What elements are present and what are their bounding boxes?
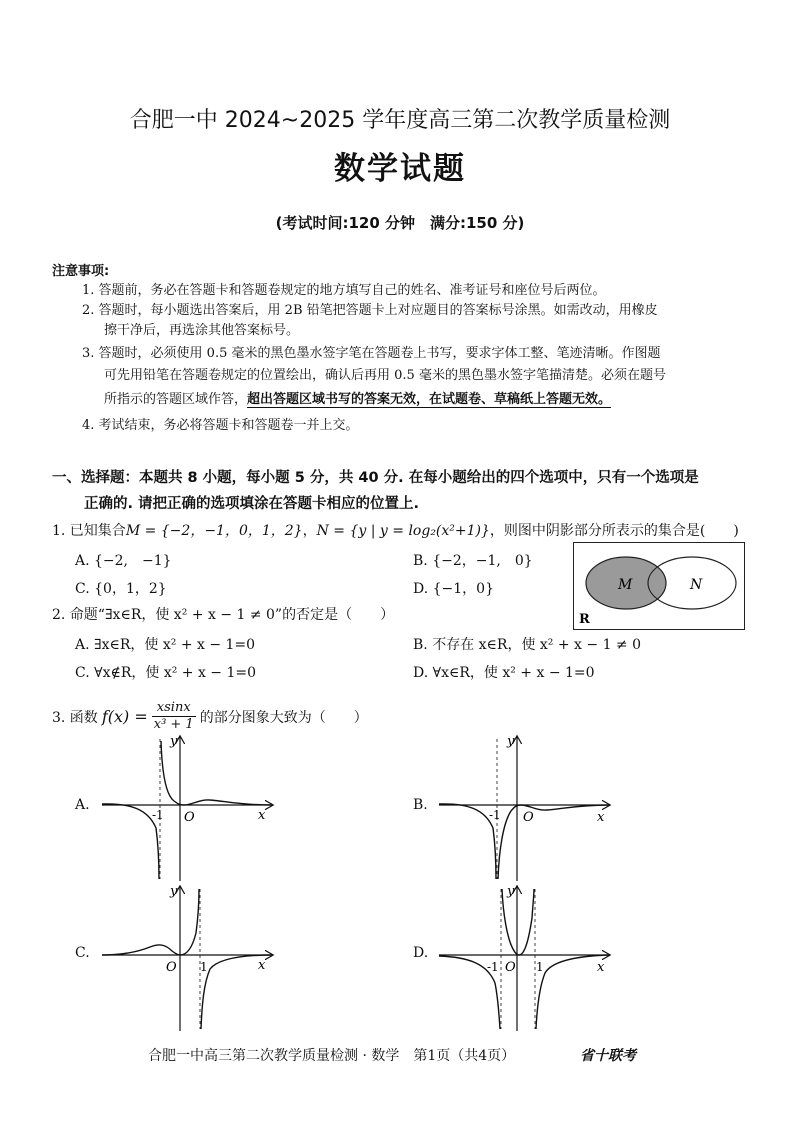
option-label: D.	[413, 581, 429, 597]
notice-num: 3.	[82, 346, 95, 361]
tick-label-neg1: -1	[489, 808, 501, 822]
notice-item-4	[82, 414, 359, 433]
option-text: {−1，0}	[432, 581, 494, 597]
q3-graph-b[interactable]	[437, 733, 617, 883]
tick-label-1: 1	[536, 960, 544, 974]
tick-label-neg1: -1	[152, 808, 164, 822]
q3-numerator: xsinx	[156, 700, 191, 715]
notice-item-3	[82, 342, 661, 361]
section-title-cont: 正确的. 请把正确的选项填涂在答题卡相应的位置上.	[84, 496, 420, 512]
q3-stem-a: 3. 函数	[52, 709, 98, 726]
x-label: x	[258, 808, 266, 823]
q1-stem-a: 1. 已知集合	[52, 523, 126, 539]
x-label: x	[258, 958, 266, 973]
subject-title: 数学试题	[334, 151, 466, 187]
option-label: C.	[75, 581, 90, 597]
q3-option-d-label[interactable]: D.	[413, 945, 429, 961]
notice-num: 2.	[82, 303, 95, 318]
notice-num: 4.	[82, 418, 95, 433]
option-label: B.	[413, 637, 428, 653]
notice-item-3-cont: 可先用铅笔在答题卷规定的位置绘出，确认后再用 0.5 毫米的黑色墨水签字笔描清楚。必须在题号	[104, 368, 666, 383]
y-label: y	[507, 884, 515, 899]
q3-fraction	[152, 700, 196, 733]
y-label: y	[170, 734, 178, 749]
notice-text: 答题前，务必在答题卡和答题卷规定的地方填写自己的姓名、准考证号和座位号后两位。	[98, 283, 606, 298]
q1-stem-b: ，则图中阴影部分所表示的集合是( )	[489, 523, 739, 539]
curve-right	[498, 805, 609, 879]
q2-stem: 2. 命题“∃x∈R，使 x² + x − 1 ≠ 0”的否定是（ ）	[52, 607, 395, 623]
option-text: {−2, −1}	[94, 553, 172, 569]
option-label: C.	[75, 665, 90, 681]
option-label: A.	[75, 637, 90, 653]
notice-item-1	[82, 279, 606, 298]
origin-label: O	[184, 810, 195, 825]
x-label: x	[597, 960, 605, 975]
notice-text: 答题时，每小题选出答案后，用 2B 铅笔把答题卡上对应题目的答案标号涂黑。如需改动，用橡皮	[98, 303, 658, 318]
curve-left	[102, 804, 159, 879]
tick-label-1: 1	[200, 960, 208, 974]
q2-option-c[interactable]	[75, 662, 256, 682]
q3-stem	[52, 700, 368, 733]
q3-graph-a[interactable]	[100, 733, 280, 883]
option-label: B.	[413, 553, 428, 569]
origin-label: O	[505, 960, 516, 975]
q3-denominator: x³ + 1	[153, 717, 194, 732]
school-title: 合肥一中 2024~2025 学年度高三第二次教学质量检测	[129, 108, 671, 133]
q3-option-b-label[interactable]: B.	[413, 797, 428, 813]
q2-option-a[interactable]	[75, 634, 255, 654]
curve-left	[439, 804, 496, 879]
notice-item-2-cont: 擦干净后，再选涂其他答案标号。	[104, 323, 300, 338]
q1-sep: ，	[302, 523, 317, 539]
y-label: y	[507, 734, 515, 749]
notice-item-2	[82, 299, 658, 318]
q1-set-m: M = {−2，−1，0，1，2}	[125, 523, 303, 539]
option-label: A.	[75, 553, 90, 569]
q3-option-a-label[interactable]: A.	[75, 797, 90, 813]
notice-num: 1.	[82, 283, 95, 298]
exam-info: (考试时间:120 分钟 满分:150 分)	[275, 214, 525, 232]
x-label: x	[597, 810, 605, 825]
q3-stem-b: 的部分图象大致为（ ）	[199, 709, 368, 726]
q1-option-d[interactable]	[413, 578, 494, 598]
notice-item-3-cont2	[104, 388, 611, 407]
q3-func-lhs: f(x) =	[101, 707, 148, 726]
venn-label-n: N	[690, 577, 703, 593]
y-label: y	[170, 884, 178, 899]
curve-right	[161, 741, 272, 805]
exam-stamp: 省十联考	[580, 1048, 636, 1064]
notice-text: 考试结束，务必将答题卡和答题卷一并上交。	[98, 418, 359, 433]
origin-label: O	[166, 960, 177, 975]
curve-left	[102, 889, 199, 955]
q3-graph-d[interactable]	[437, 883, 617, 1033]
option-label: D.	[413, 665, 429, 681]
option-text: ∀x∈R，使 x² + x − 1=0	[432, 665, 595, 681]
q3-option-c-label[interactable]: C.	[75, 945, 90, 961]
section-title: 一、选择题：本题共 8 小题，每小题 5 分，共 40 分. 在每小题给出的四个选项中，只有一个选项是	[52, 470, 699, 486]
venn-label-m: M	[618, 577, 633, 593]
origin-label: O	[523, 810, 534, 825]
notice-text: 答题时，必须使用 0.5 毫米的黑色墨水签字笔在答题卷上书写，要求字体工整、笔迹清晰。作图题	[98, 346, 661, 361]
venn-diagram	[573, 542, 745, 630]
page-footer: 合肥一中高三第二次教学质量检测 · 数学 第1页（共4页）	[148, 1048, 516, 1064]
option-text: ∀x∉R，使 x² + x − 1=0	[94, 665, 257, 681]
q3-graph-c[interactable]	[100, 883, 280, 1033]
q1-option-b[interactable]	[413, 550, 533, 570]
tick-label-neg1: -1	[487, 960, 499, 974]
option-text: ∃x∈R，使 x² + x − 1=0	[94, 637, 256, 653]
q1-set-n: N = {y | y = log₂(x²+1)}	[316, 523, 490, 539]
venn-label-r: R	[579, 612, 590, 627]
q2-option-d[interactable]	[413, 662, 595, 682]
q1-stem	[52, 520, 739, 540]
q1-option-c[interactable]	[75, 578, 167, 598]
notice-plain-text: 所指示的答题区域作答，	[104, 392, 248, 407]
option-text: 不存在 x∈R，使 x² + x − 1 ≠ 0	[432, 637, 642, 653]
q2-option-b[interactable]	[413, 634, 641, 654]
notice-warning-text: 超出答题区域书写的答案无效，在试题卷、草稿纸上答题无效。	[247, 392, 612, 407]
notice-heading: 注意事项:	[52, 264, 110, 279]
venn-svg	[574, 543, 744, 629]
option-text: {0，1，2}	[94, 581, 167, 597]
option-text: {−2，−1, 0}	[432, 553, 533, 569]
q1-option-a[interactable]	[75, 550, 172, 570]
